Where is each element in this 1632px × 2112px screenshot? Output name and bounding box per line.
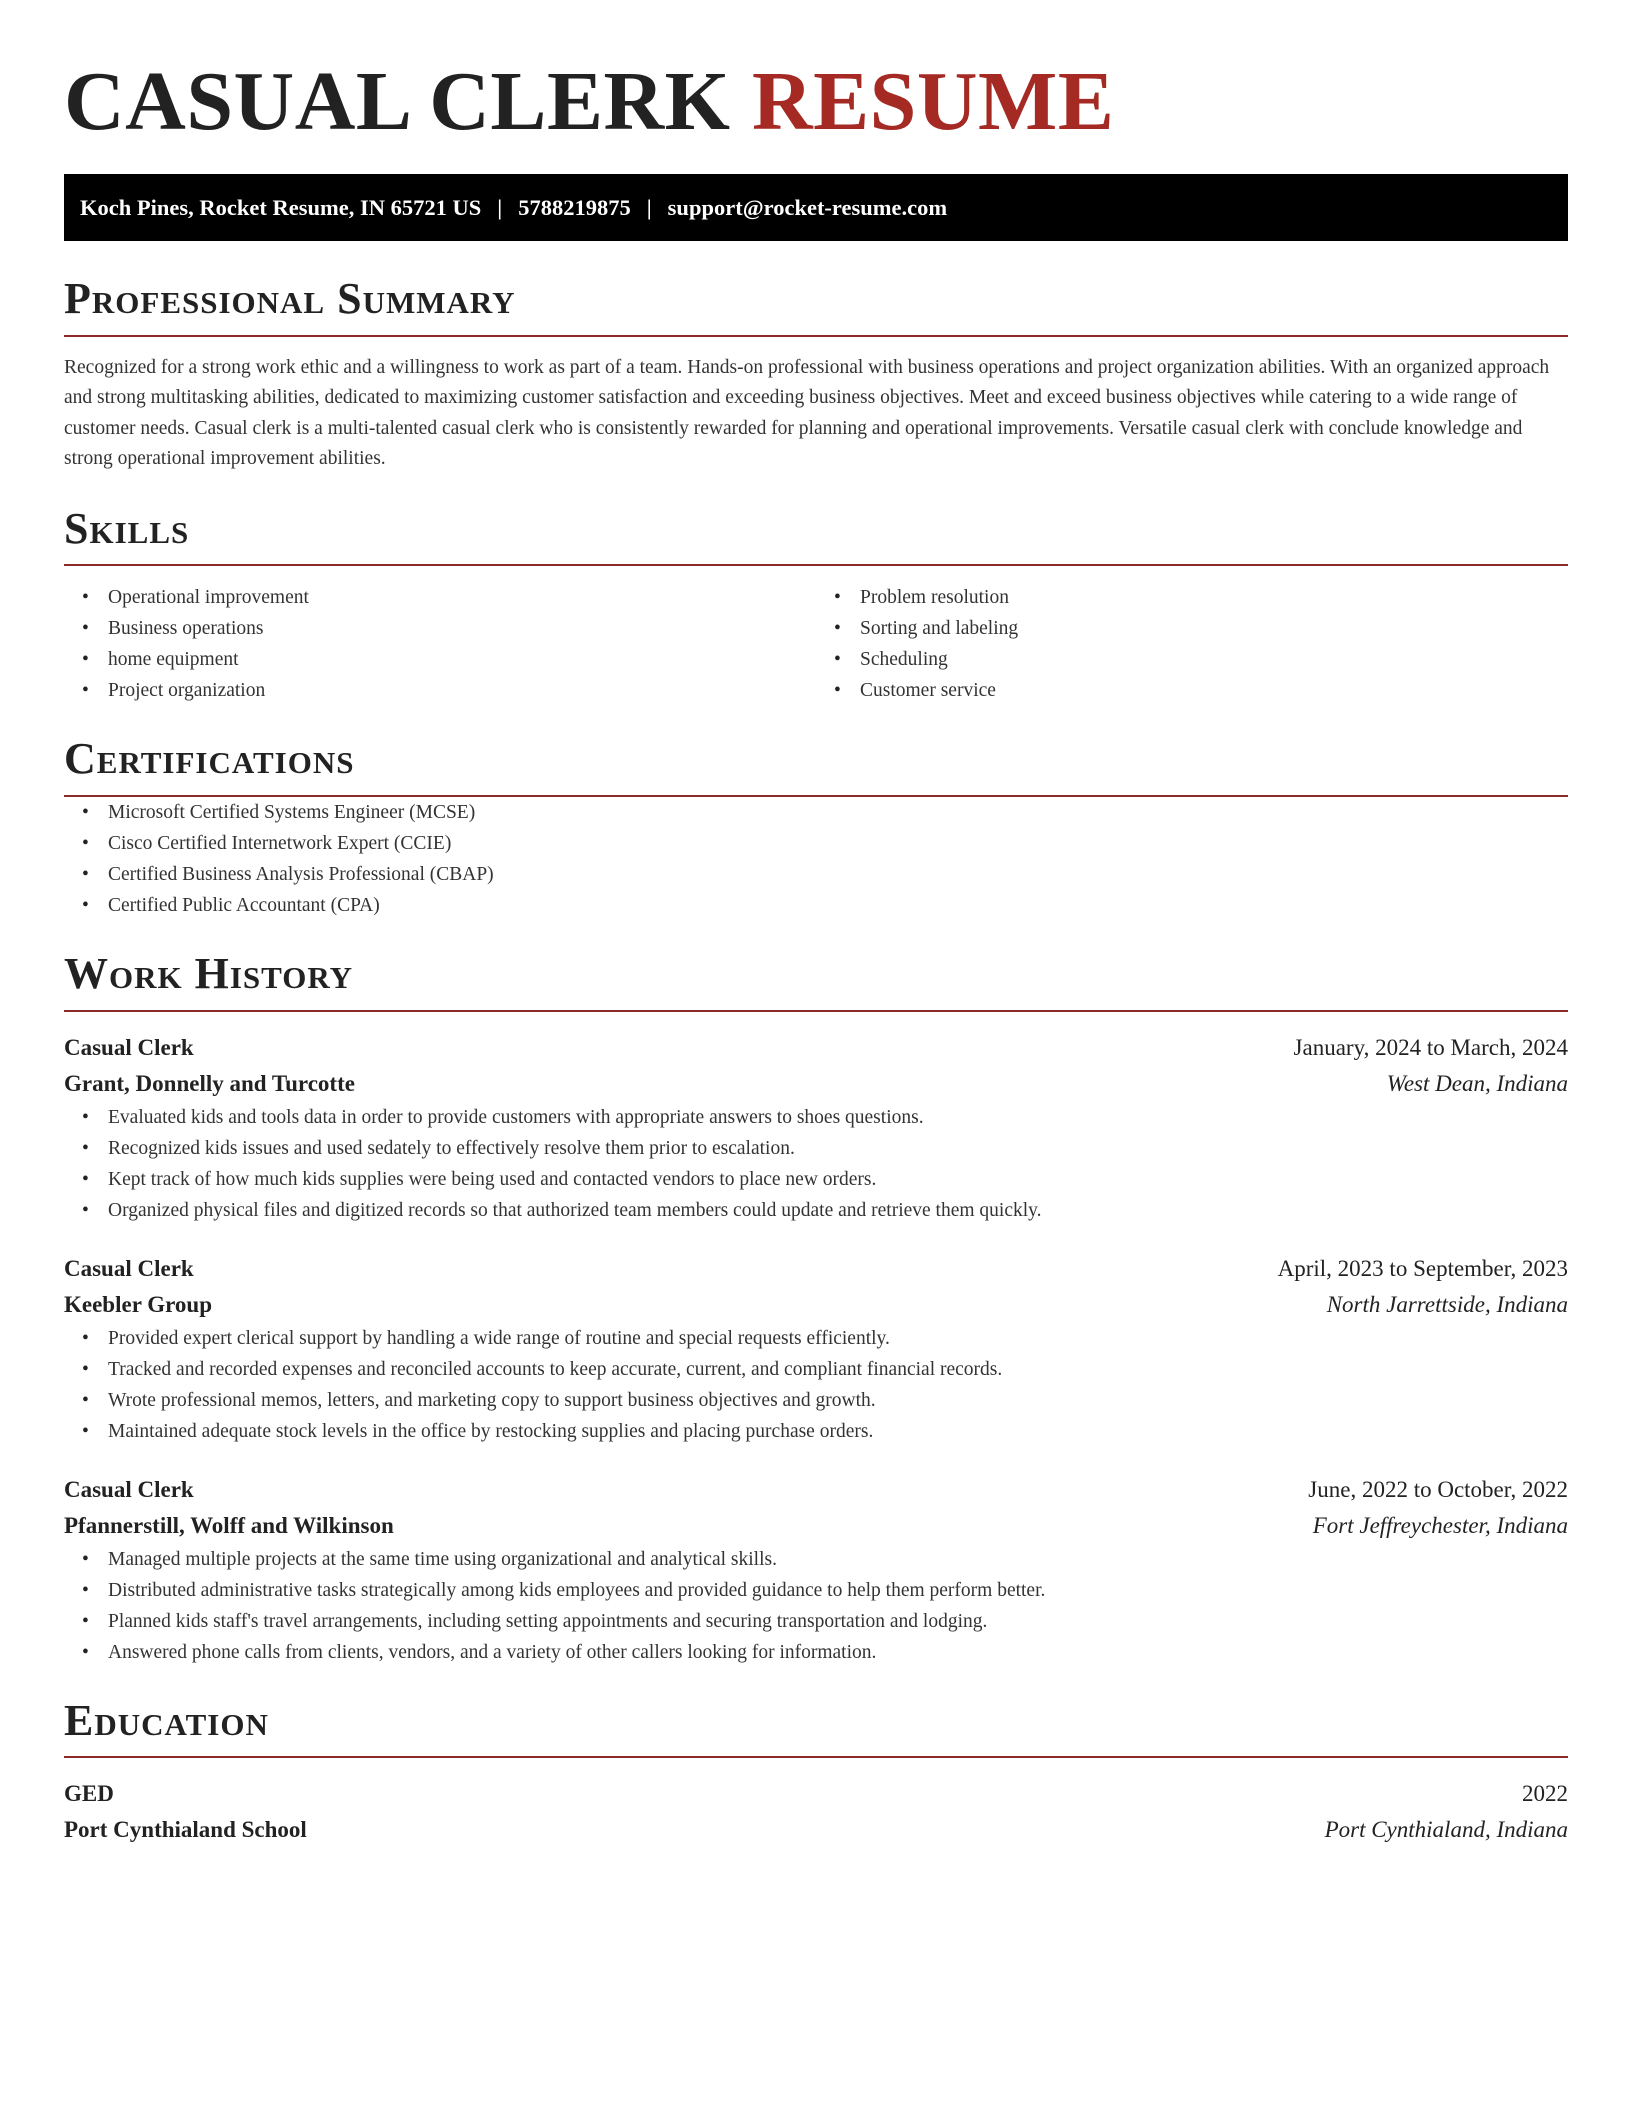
job-duty: • Distributed administrative tasks strategically among kids employees and provided guidance to help them perform better. [108,1575,1568,1606]
skills-list-left [64,582,816,706]
job-duty: • Recognized kids issues and used sedately to effectively resolve them prior to escalation. [108,1133,1568,1164]
job-duty: • Wrote professional memos, letters, and marketing copy to support business objectives and growth. [108,1385,1568,1416]
job-location: Fort Jeffreychester, Indiana [1312,1512,1568,1538]
work-history-section [64,949,1568,1668]
job-entry [64,1251,1568,1447]
certification-item: • Microsoft Certified Systems Engineer (MCSE) [108,797,1568,828]
job-company-row [64,1508,1568,1544]
job-duty: • Evaluated kids and tools data in order to provide customers with appropriate answers to shoes questions. [108,1102,1568,1133]
contact-bar [64,174,1568,241]
education-entry [64,1776,1568,1848]
certification-item: • Cisco Certified Internetwork Expert (CCIE) [108,828,1568,859]
certification-item: • Certified Public Accountant (CPA) [108,890,1568,921]
certifications-list [64,797,1568,921]
job-duty: • Planned kids staff's travel arrangements, including setting appointments and securing transportation and lodging. [108,1606,1568,1637]
education-location: Port Cynthialand, Indiana [1324,1817,1568,1843]
section-divider [64,564,1568,566]
education-school-row [64,1812,1568,1848]
summary-heading: Professional Summary [64,274,516,324]
education-heading: Education [64,1695,269,1745]
contact-separator: | [497,194,503,220]
section-divider [64,1010,1568,1012]
job-dates: January, 2024 to March, 2024 [1293,1034,1568,1060]
summary-section [64,274,1568,475]
job-title: Casual Clerk [64,1476,194,1502]
certification-item: • Certified Business Analysis Professional (CBAP) [108,859,1568,890]
contact-email[interactable]: support@rocket-resume.com [667,194,948,220]
job-duty: • Answered phone calls from clients, vendors, and a variety of other callers looking for information. [108,1637,1568,1668]
education-degree: GED [64,1781,114,1807]
job-duty: • Tracked and recorded expenses and reconciled accounts to keep accurate, current, and compliant financial records. [108,1354,1568,1385]
skills-heading: Skills [64,503,190,553]
job-duties-list [64,1102,1568,1226]
resume-title [64,55,1568,148]
skills-grid [64,582,1568,706]
job-title: Casual Clerk [64,1255,194,1281]
title-main: CASUAL CLERK [64,55,731,148]
job-location: North Jarrettside, Indiana [1326,1291,1568,1317]
job-header-row [64,1030,1568,1066]
education-section [64,1696,1568,1849]
job-company: Grant, Donnelly and Turcotte [64,1070,355,1096]
contact-address: Koch Pines, Rocket Resume, IN 65721 US [80,194,482,220]
job-dates: April, 2023 to September, 2023 [1277,1255,1568,1281]
section-divider [64,335,1568,337]
job-duty: • Managed multiple projects at the same time using organizational and analytical skills. [108,1544,1568,1575]
job-entry [64,1472,1568,1668]
skills-section [64,504,1568,707]
job-duties-list [64,1323,1568,1447]
job-duty: • Maintained adequate stock levels in the office by restocking supplies and placing purchase orders. [108,1416,1568,1447]
job-company: Pfannerstill, Wolff and Wilkinson [64,1512,394,1538]
job-duty: • Organized physical files and digitized records so that authorized team members could update and retrieve them quickly. [108,1195,1568,1226]
certifications-section [64,734,1568,921]
skill-item: • Business operations [108,613,816,644]
job-duty: • Provided expert clerical support by handling a wide range of routine and special requests efficiently. [108,1323,1568,1354]
education-header-row [64,1776,1568,1812]
work-history-heading: Work History [64,948,354,998]
job-company-row [64,1287,1568,1323]
job-header-row [64,1472,1568,1508]
education-year: 2022 [1522,1781,1568,1807]
job-duty: • Kept track of how much kids supplies were being used and contacted vendors to place new orders. [108,1164,1568,1195]
skills-list-right [816,582,1568,706]
job-dates: June, 2022 to October, 2022 [1308,1476,1568,1502]
skill-item: • home equipment [108,644,816,675]
skill-item: • Sorting and labeling [860,613,1568,644]
skill-item: • Scheduling [860,644,1568,675]
job-title: Casual Clerk [64,1034,194,1060]
certifications-heading: Certifications [64,734,355,784]
job-company: Keebler Group [64,1291,213,1317]
contact-separator: | [646,194,652,220]
skill-item: • Problem resolution [860,582,1568,613]
skill-item: • Customer service [860,675,1568,706]
section-divider [64,1756,1568,1758]
job-duties-list [64,1544,1568,1668]
job-location: West Dean, Indiana [1386,1070,1568,1096]
contact-phone[interactable]: 5788219875 [518,194,631,220]
education-school: Port Cynthialand School [64,1817,307,1843]
title-accent: RESUME [751,55,1115,148]
job-company-row [64,1066,1568,1102]
summary-text: Recognized for a strong work ethic and a willingness to work as part of a team. Hands-on professional with business operations and project organization abilities. With an organized approach and strong multitasking abilities, dedicated to maximizing customer satisfaction and exceeding business objectives. Meet and exceed business objectives while catering to a wide range of customer needs. Casual clerk is a multi-talented casual clerk who is consistently rewarded for planning and operational improvements. Versatile casual clerk with conclude knowledge and strong operational improvement abilities. [64,356,1550,470]
skill-item: • Project organization [108,675,816,706]
skill-item: • Operational improvement [108,582,816,613]
job-header-row [64,1251,1568,1287]
job-entry [64,1030,1568,1226]
